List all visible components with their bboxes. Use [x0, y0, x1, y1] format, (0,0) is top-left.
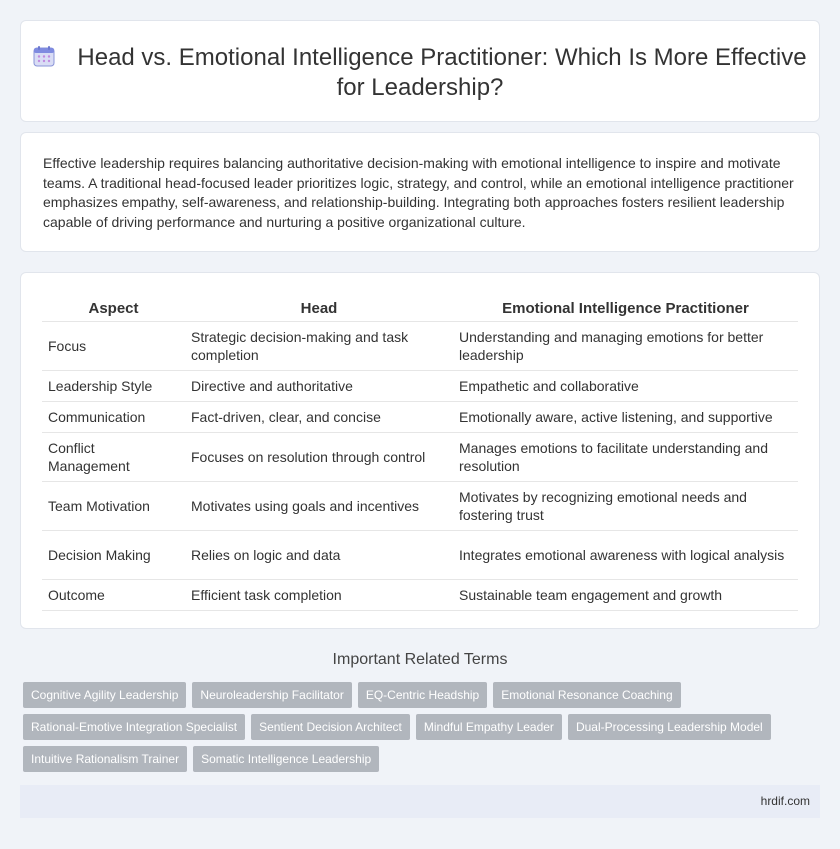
related-tag[interactable]: Sentient Decision Architect	[251, 714, 410, 740]
related-tag[interactable]: Neuroleadership Facilitator	[192, 682, 351, 708]
table-cell: Empathetic and collaborative	[453, 370, 798, 401]
table-cell: Relies on logic and data	[185, 530, 453, 579]
table-cell: Outcome	[42, 579, 185, 610]
related-tag[interactable]: Dual-Processing Leadership Model	[568, 714, 771, 740]
table-cell: Communication	[42, 401, 185, 432]
table-cell: Motivates using goals and incentives	[185, 481, 453, 530]
table-row	[42, 432, 798, 481]
table-cell: Fact-driven, clear, and concise	[185, 401, 453, 432]
calendar-icon	[33, 45, 55, 67]
table-cell: Sustainable team engagement and growth	[453, 579, 798, 610]
footer-site-link[interactable]: hrdif.com	[760, 794, 810, 808]
related-terms-tags	[23, 682, 803, 778]
intro-card	[20, 132, 820, 252]
page-title	[21, 43, 819, 103]
related-tag[interactable]: Intuitive Rationalism Trainer	[23, 746, 187, 772]
table-cell: Efficient task completion	[185, 579, 453, 610]
related-tag[interactable]: EQ-Centric Headship	[358, 682, 487, 708]
footer	[20, 785, 820, 818]
table-cell: Directive and authoritative	[185, 370, 453, 401]
comparison-card	[20, 272, 820, 629]
table-header-row	[42, 297, 798, 321]
related-tag[interactable]: Cognitive Agility Leadership	[23, 682, 186, 708]
table-cell: Emotionally aware, active listening, and supportive	[453, 401, 798, 432]
table-cell: Motivates by recognizing emotional needs and fostering trust	[453, 481, 798, 530]
table-cell: Understanding and managing emotions for better leadership	[453, 321, 798, 370]
table-row	[42, 321, 798, 370]
table-cell: Integrates emotional awareness with logical analysis	[453, 530, 798, 579]
table-cell: Strategic decision-making and task completion	[185, 321, 453, 370]
page-title-text: Head vs. Emotional Intelligence Practitioner: Which Is More Effective for Leadership?	[77, 44, 807, 101]
table-row	[42, 579, 798, 610]
related-terms-title: Important Related Terms	[332, 651, 508, 668]
header-head: Head	[185, 297, 453, 321]
table-row	[42, 401, 798, 432]
header-aspect: Aspect	[42, 297, 185, 321]
table-cell: Conflict Management	[42, 432, 185, 481]
comparison-table	[42, 297, 798, 611]
related-tag[interactable]: Emotional Resonance Coaching	[493, 682, 680, 708]
related-tag[interactable]: Rational-Emotive Integration Specialist	[23, 714, 245, 740]
table-cell: Focus	[42, 321, 185, 370]
header-ei-practitioner: Emotional Intelligence Practitioner	[453, 297, 798, 321]
table-row	[42, 481, 798, 530]
intro-paragraph: Effective leadership requires balancing authoritative decision-making with emotional intelligence to inspire and motivate teams. A traditional head-focused leader prioritizes logic, strategy, and control, while an emotional intelligence practitioner emphasizes empathy, self-awareness, and relationship-building. Integrating both approaches fosters resilient leadership capable of driving performance and nurturing a positive organizational culture.	[43, 155, 794, 230]
related-tag[interactable]: Somatic Intelligence Leadership	[193, 746, 379, 772]
table-cell: Decision Making	[42, 530, 185, 579]
table-cell: Focuses on resolution through control	[185, 432, 453, 481]
title-card	[20, 20, 820, 122]
table-row	[42, 370, 798, 401]
related-tag[interactable]: Mindful Empathy Leader	[416, 714, 562, 740]
table-cell: Manages emotions to facilitate understanding and resolution	[453, 432, 798, 481]
table-cell: Team Motivation	[42, 481, 185, 530]
table-cell: Leadership Style	[42, 370, 185, 401]
table-row	[42, 530, 798, 579]
